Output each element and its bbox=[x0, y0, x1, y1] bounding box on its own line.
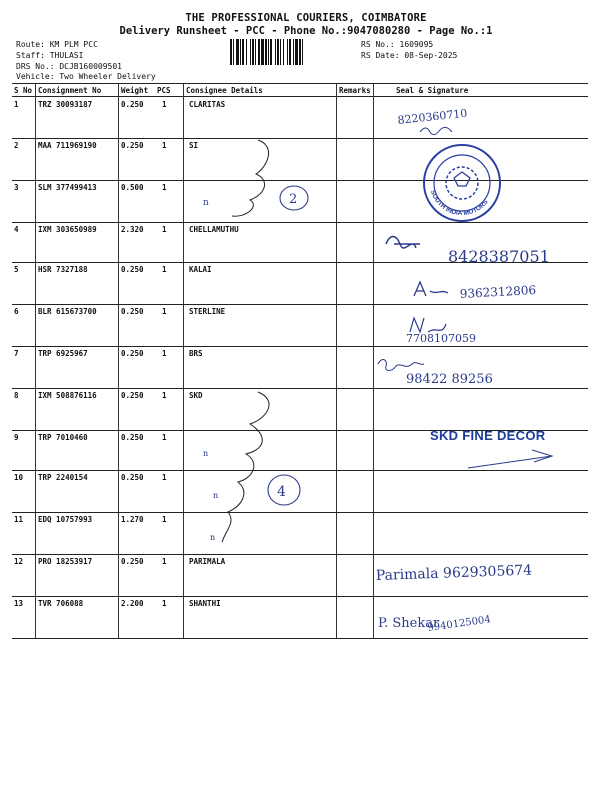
row-sno: 6 bbox=[14, 307, 19, 316]
row-consignee: STERLINE bbox=[189, 307, 226, 316]
handwritten-phone: 9940125004 bbox=[426, 614, 492, 634]
signature-mark bbox=[386, 237, 420, 249]
company-seal bbox=[424, 145, 500, 221]
row-consignment: TVR 706088 bbox=[38, 599, 84, 608]
col-sno: S No bbox=[14, 86, 33, 95]
table-top-rule bbox=[12, 83, 588, 84]
circled-number: 2 bbox=[289, 192, 298, 207]
row-consignee: KALAI bbox=[189, 265, 212, 274]
row-divider bbox=[12, 512, 588, 513]
signature-mark bbox=[420, 127, 452, 134]
table-header-rule bbox=[12, 96, 588, 97]
row-pcs: 1 bbox=[162, 307, 167, 316]
row-divider bbox=[12, 304, 588, 305]
row-consignment: TRP 7010460 bbox=[38, 433, 88, 442]
row-pcs: 1 bbox=[162, 100, 167, 109]
col-consignment: Consignment No bbox=[38, 86, 102, 95]
row-sno: 5 bbox=[14, 265, 19, 274]
row-sno: 7 bbox=[14, 349, 19, 358]
runsheet-subtitle: Delivery Runsheet - PCC - Phone No.:9047080280 - Page No.:1 bbox=[119, 25, 493, 37]
seal-text: SOUTH INDIA MOTORS bbox=[429, 189, 490, 218]
row-weight: 0.250 bbox=[121, 141, 144, 150]
row-sno: 8 bbox=[14, 391, 19, 400]
col-pcs: PCS bbox=[157, 86, 171, 95]
row-sno: 2 bbox=[14, 141, 19, 150]
col-remarks: Remarks bbox=[339, 86, 371, 95]
row-consignment: TRZ 30093187 bbox=[38, 100, 93, 109]
handwritten-signature: Parimala 9629305674 bbox=[375, 562, 533, 584]
row-sno: 9 bbox=[14, 433, 19, 442]
circle-annotation bbox=[280, 186, 308, 210]
row-pcs: 1 bbox=[162, 183, 167, 192]
row-weight: 2.200 bbox=[121, 599, 144, 608]
row-consignment: MAA 711969190 bbox=[38, 141, 97, 150]
row-consignment: BLR 615673700 bbox=[38, 307, 97, 316]
row-weight: 0.250 bbox=[121, 265, 144, 274]
scribble bbox=[232, 140, 269, 216]
row-divider bbox=[12, 222, 588, 223]
row-sno: 3 bbox=[14, 183, 19, 192]
row-consignee: BRS bbox=[189, 349, 203, 358]
row-pcs: 1 bbox=[162, 349, 167, 358]
rs-date: RS Date: 08-Sep-2025 bbox=[361, 51, 458, 60]
handwritten-phone: 98422 89256 bbox=[406, 372, 493, 387]
row-consignee: CHELLAMUTHU bbox=[189, 225, 239, 234]
signature-mark bbox=[468, 450, 552, 468]
row-divider bbox=[12, 262, 588, 263]
barcode-bar bbox=[303, 39, 305, 65]
row-weight: 0.250 bbox=[121, 349, 144, 358]
row-sno: 10 bbox=[14, 473, 24, 482]
handwritten-phone: 8220360710 bbox=[396, 106, 468, 127]
row-weight: 1.270 bbox=[121, 515, 144, 524]
row-consignment: EDQ 10757993 bbox=[38, 515, 93, 524]
row-consignee: SKD bbox=[189, 391, 203, 400]
row-consignment: PRO 18253917 bbox=[38, 557, 93, 566]
row-weight: 0.250 bbox=[121, 433, 144, 442]
row-sno: 1 bbox=[14, 100, 19, 109]
row-divider bbox=[12, 554, 588, 555]
row-divider bbox=[12, 138, 588, 139]
circled-number: 4 bbox=[277, 484, 286, 500]
row-sno: 11 bbox=[14, 515, 24, 524]
signature-mark bbox=[414, 282, 448, 296]
row-divider bbox=[12, 388, 588, 389]
row-divider bbox=[12, 346, 588, 347]
signature-mark bbox=[410, 318, 446, 332]
scribble-mark: n bbox=[203, 198, 209, 208]
staff: Staff: THULASI bbox=[16, 51, 84, 60]
row-pcs: 1 bbox=[162, 225, 167, 234]
company-title: THE PROFESSIONAL COURIERS, COIMBATORE bbox=[185, 12, 427, 24]
row-weight: 0.250 bbox=[121, 307, 144, 316]
row-pcs: 1 bbox=[162, 265, 167, 274]
row-consignee: PARIMALA bbox=[189, 557, 226, 566]
row-pcs: 1 bbox=[162, 433, 167, 442]
signature-mark bbox=[378, 360, 424, 371]
handwritten-phone: 9362312806 bbox=[459, 283, 537, 301]
handwritten-phone: 8428387051 bbox=[448, 247, 550, 266]
row-divider bbox=[12, 596, 588, 597]
row-pcs: 1 bbox=[162, 557, 167, 566]
row-pcs: 1 bbox=[162, 515, 167, 524]
col-consignee: Consignee Details bbox=[186, 86, 263, 95]
row-weight: 2.320 bbox=[121, 225, 144, 234]
row-divider bbox=[12, 470, 588, 471]
row-consignment: HSR 7327188 bbox=[38, 265, 88, 274]
scribble bbox=[222, 392, 269, 542]
row-pcs: 1 bbox=[162, 473, 167, 482]
row-consignment: IXM 508876116 bbox=[38, 391, 97, 400]
row-weight: 0.500 bbox=[121, 183, 144, 192]
row-weight: 0.250 bbox=[121, 100, 144, 109]
col-seal: Seal & Signature bbox=[396, 86, 469, 95]
scribble-mark: n bbox=[203, 449, 209, 458]
row-consignee: CLARITAS bbox=[189, 100, 226, 109]
row-sno: 13 bbox=[14, 599, 24, 608]
row-pcs: 1 bbox=[162, 391, 167, 400]
handwritten-signature: P. Shekar bbox=[378, 616, 440, 631]
row-divider bbox=[12, 638, 588, 639]
row-divider bbox=[12, 180, 588, 181]
skd-stamp: SKD FINE DECOR bbox=[430, 428, 546, 443]
rs-number: RS No.: 1609095 bbox=[361, 40, 434, 49]
route: Route: KM PLM PCC bbox=[16, 40, 98, 49]
row-consignee: SHANTHI bbox=[189, 599, 221, 608]
row-consignment: SLM 377499413 bbox=[38, 183, 97, 192]
row-pcs: 1 bbox=[162, 599, 167, 608]
row-sno: 12 bbox=[14, 557, 24, 566]
row-sno: 4 bbox=[14, 225, 19, 234]
row-consignment: TRP 2240154 bbox=[38, 473, 88, 482]
row-consignment: TRP 6925967 bbox=[38, 349, 88, 358]
circle-annotation bbox=[268, 475, 300, 505]
svg-text:SOUTH INDIA MOTORS bbox=[429, 189, 490, 217]
drs-number: DRS No.: DCJB160009501 bbox=[16, 62, 122, 71]
row-weight: 0.250 bbox=[121, 473, 144, 482]
col-weight: Weight bbox=[121, 86, 149, 95]
handwritten-phone: 7708107059 bbox=[406, 332, 476, 345]
row-weight: 0.250 bbox=[121, 557, 144, 566]
row-consignment: IXM 303650989 bbox=[38, 225, 97, 234]
barcode bbox=[230, 39, 356, 65]
scribble-mark: n bbox=[210, 533, 216, 542]
scribble-mark: n bbox=[213, 491, 219, 500]
row-consignee: SI bbox=[189, 141, 199, 150]
row-pcs: 1 bbox=[162, 141, 167, 150]
vehicle: Vehicle: Two Wheeler Delivery bbox=[16, 72, 156, 81]
row-weight: 0.250 bbox=[121, 391, 144, 400]
